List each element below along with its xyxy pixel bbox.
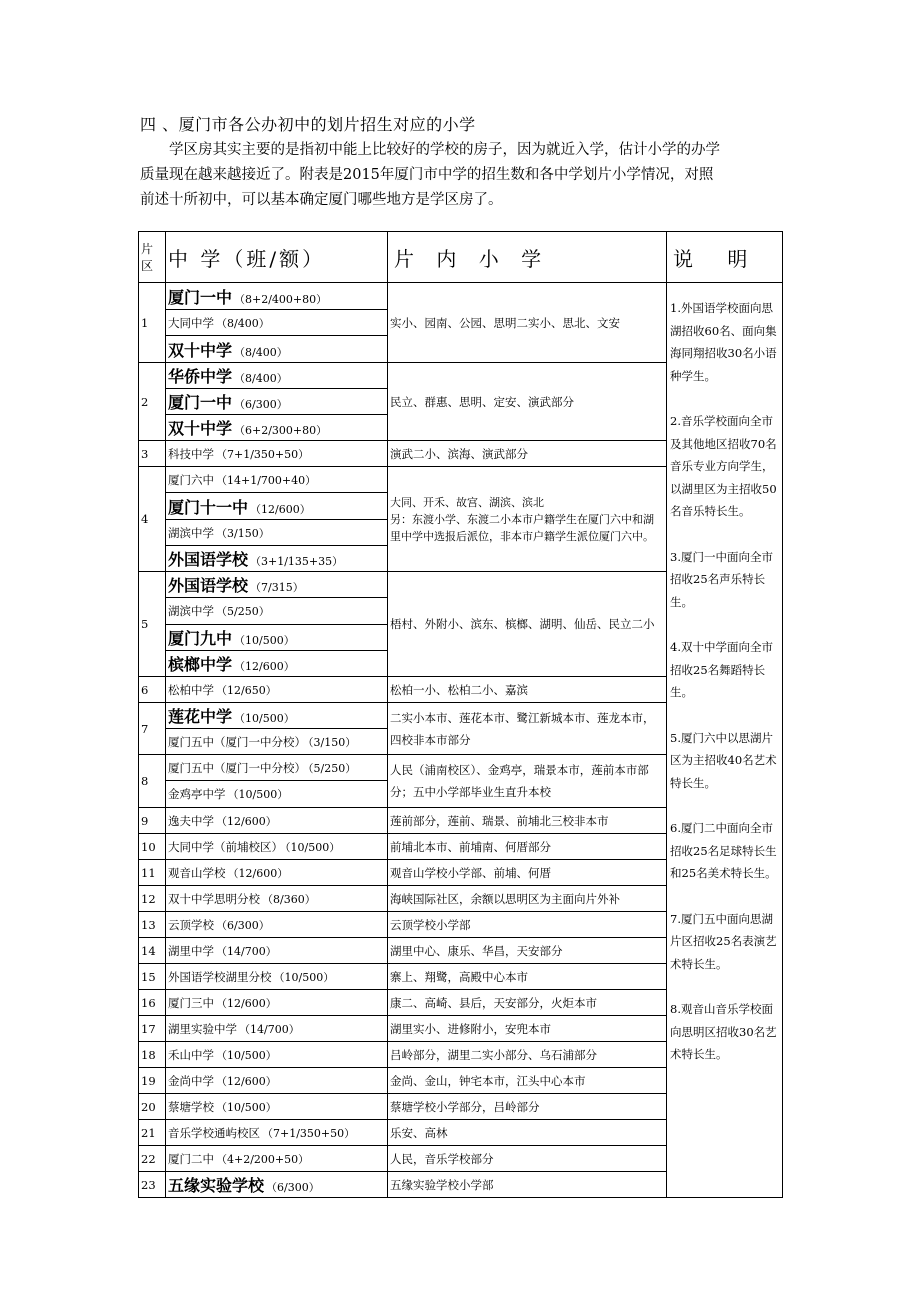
school-cell [166, 964, 388, 990]
school-name: 逸夫中学 [168, 813, 214, 828]
school-quota: （12/650） [216, 683, 277, 697]
intro-paragraph [140, 138, 785, 213]
school-quota: （6/300） [216, 918, 270, 932]
area-cell: 10 [139, 834, 166, 860]
school-cell [166, 651, 388, 677]
school-quota: （14/700） [216, 944, 277, 958]
school-cell [166, 336, 388, 363]
primary-schools-cell: 实小、园南、公园、思明二实小、思北、文安 [388, 283, 667, 363]
school-name: 观音山学校 [168, 865, 226, 880]
school-cell [166, 1016, 388, 1042]
school-cell [166, 912, 388, 938]
area-cell: 7 [139, 703, 166, 755]
note-item: 3.厦门一中面向全市招收25名声乐特长生。 [670, 549, 773, 609]
school-name: 外国语学校 [168, 550, 249, 569]
school-quota: （6/300） [266, 1181, 320, 1194]
primary-schools-cell: 松柏一小、松柏二小、嘉滨 [388, 677, 667, 703]
school-cell [166, 598, 388, 625]
school-cell [166, 441, 388, 467]
area-cell: 23 [139, 1172, 166, 1198]
school-quota: （12/600） [250, 502, 311, 516]
school-cell [166, 1068, 388, 1094]
school-name: 厦门二中 [168, 1151, 214, 1166]
note-item: 2.音乐学校面向全市及其他地区招收70名音乐专业方向学生，以湖里区为主招收50名音乐特长生。 [670, 414, 777, 518]
area-cell: 21 [139, 1120, 166, 1146]
school-quota: （10/500） [227, 788, 289, 801]
school-quota: （8/400） [216, 316, 270, 330]
primary-schools-cell: 蔡塘学校小学部分，吕岭部分 [388, 1094, 667, 1120]
school-name: 五缘实验学校 [168, 1176, 265, 1195]
primary-schools-cell: 湖里实小、进修附小，安兜本市 [388, 1016, 667, 1042]
school-quota: （7+1/350+50） [262, 1126, 356, 1140]
school-name: 厦门一中 [168, 287, 233, 307]
school-cell [166, 808, 388, 834]
enrollment-table [138, 231, 783, 1198]
school-quota: （3/150） [308, 735, 357, 749]
area-cell: 5 [139, 572, 166, 677]
primary-schools-cell: 金尚、金山，钟宅本市，江头中心本市 [388, 1068, 667, 1094]
school-quota: （7+1/350+50） [216, 447, 310, 461]
school-name: 厦门五中（厦门一中分校） [168, 760, 306, 775]
area-cell: 8 [139, 755, 166, 808]
school-name: 外国语学校湖里分校 [168, 969, 272, 984]
school-quota: （3/150） [216, 526, 270, 540]
school-quota: （10/500） [285, 840, 341, 854]
school-cell [166, 389, 388, 415]
school-cell [166, 1146, 388, 1172]
school-name: 外国语学校 [168, 576, 249, 595]
header-school: 中 学（班/额） [166, 232, 388, 283]
school-name: 湖里中学 [168, 943, 214, 958]
school-quota: （12/600） [216, 814, 277, 828]
school-quota: （5/250） [216, 605, 270, 618]
school-cell [166, 625, 388, 651]
area-cell: 3 [139, 441, 166, 467]
area-cell: 1 [139, 283, 166, 363]
school-cell [166, 886, 388, 912]
area-cell: 14 [139, 938, 166, 964]
school-quota: （5/250） [308, 761, 357, 775]
school-cell [166, 834, 388, 860]
note-item: 5.厦门六中以思湖片区为主招收40名艺术特长生。 [670, 730, 777, 790]
school-quota: （8/360） [262, 892, 316, 906]
primary-schools-cell: 二实小本市、莲花本市、鹭江新城本市、莲龙本市，四校非本市部分 [388, 703, 667, 755]
primary-schools-cell: 云顶学校小学部 [388, 912, 667, 938]
school-name: 金鸡亭中学 [168, 787, 226, 801]
school-name: 厦门五中（厦门一中分校） [168, 734, 306, 749]
area-cell: 6 [139, 677, 166, 703]
school-cell [166, 755, 388, 781]
school-name: 厦门九中 [168, 629, 233, 648]
school-cell [166, 1120, 388, 1146]
primary-schools-cell: 五缘实验学校小学部 [388, 1172, 667, 1198]
notes-cell [667, 283, 783, 1198]
school-cell [166, 1172, 388, 1198]
school-name: 音乐学校通屿校区 [168, 1125, 260, 1140]
school-cell [166, 520, 388, 546]
area-cell: 13 [139, 912, 166, 938]
school-cell [166, 990, 388, 1016]
school-cell [166, 1042, 388, 1068]
note-item: 7.厦门五中面向思湖片区招收25名表演艺术特长生。 [670, 911, 777, 971]
primary-schools-cell: 大同、开禾、故宫、湖滨、滨北 另：东渡小学、东渡二小本市户籍学生在厦门六中和湖里中学中选报后派位，非本市户籍学生派位厦门六中。 [388, 467, 667, 572]
school-quota: （8/400） [234, 345, 288, 359]
school-quota: （12/600） [216, 996, 277, 1010]
school-cell [166, 546, 388, 572]
school-cell [166, 729, 388, 755]
area-cell: 22 [139, 1146, 166, 1172]
school-name: 双十中学 [168, 419, 233, 438]
table-row [139, 283, 783, 310]
area-cell: 19 [139, 1068, 166, 1094]
school-quota: （6+2/300+80） [234, 424, 328, 437]
area-cell: 9 [139, 808, 166, 834]
primary-schools-cell: 演武二小、滨海、演武部分 [388, 441, 667, 467]
area-cell: 17 [139, 1016, 166, 1042]
area-cell: 16 [139, 990, 166, 1016]
school-cell [166, 572, 388, 598]
school-cell [166, 493, 388, 520]
school-name: 松柏中学 [168, 682, 214, 697]
area-cell: 11 [139, 860, 166, 886]
school-cell [166, 363, 388, 389]
school-quota: （4+2/200+50） [216, 1152, 310, 1166]
school-cell [166, 310, 388, 336]
primary-schools-cell: 前埔北本市、前埔南、何厝部分 [388, 834, 667, 860]
school-name: 华侨中学 [168, 367, 233, 386]
school-name: 厦门六中 [168, 472, 214, 487]
school-quota: （12/600） [227, 866, 289, 880]
school-name: 厦门十一中 [168, 497, 249, 517]
school-cell [166, 415, 388, 441]
primary-schools-cell: 人民（浦南校区）、金鸡亭，瑞景本市，莲前本市部分；五中小学部毕业生直升本校 [388, 755, 667, 808]
section-heading: 四 、厦门市各公办初中的划片招生对应的小学 [140, 115, 476, 134]
school-name: 蔡塘学校 [168, 1099, 214, 1114]
school-quota: （12/600） [234, 660, 295, 673]
school-cell [166, 938, 388, 964]
school-name: 大同中学 [168, 315, 214, 330]
primary-schools-cell: 人民，音乐学校部分 [388, 1146, 667, 1172]
primary-schools-cell: 莲前部分，莲前、瑞景、前埔北三校非本市 [388, 808, 667, 834]
school-name: 湖滨中学 [168, 525, 214, 540]
school-quota: （3+1/135+35） [250, 555, 344, 568]
school-name: 双十中学 [168, 340, 233, 360]
school-quota: （10/500） [234, 712, 295, 725]
primary-schools-cell: 湖里中心、康乐、华昌，天安部分 [388, 938, 667, 964]
school-name: 湖里实验中学 [168, 1021, 237, 1036]
school-quota: （8+2/400+80） [234, 292, 328, 306]
primary-schools-cell: 寨上、翔鹭，高殿中心本市 [388, 964, 667, 990]
header-area: 片区 [139, 232, 166, 283]
school-cell [166, 703, 388, 729]
school-name: 厦门三中 [168, 995, 214, 1010]
school-cell [166, 467, 388, 493]
school-quota: （10/500） [273, 970, 335, 984]
primary-schools-cell: 康二、高崎、县后，天安部分，火炬本市 [388, 990, 667, 1016]
note-item: 1.外国语学校面向思湖招收60名、面向集海同翔招收30名小语种学生。 [670, 301, 777, 383]
area-cell: 20 [139, 1094, 166, 1120]
area-cell: 15 [139, 964, 166, 990]
school-quota: （10/500） [216, 1048, 277, 1062]
primary-schools-cell: 吕岭部分，湖里二实小部分、乌石浦部分 [388, 1042, 667, 1068]
area-cell: 18 [139, 1042, 166, 1068]
primary-schools-cell: 梧村、外附小、滨东、槟榔、湖明、仙岳、民立二小 [388, 572, 667, 677]
school-quota: （6/300） [234, 398, 288, 411]
school-cell [166, 677, 388, 703]
school-name: 禾山中学 [168, 1047, 214, 1062]
header-notes: 说 明 [667, 232, 783, 283]
school-name: 厦门一中 [168, 393, 233, 412]
school-name: 科技中学 [168, 446, 214, 461]
school-name: 金尚中学 [168, 1073, 214, 1088]
school-quota: （14+1/700+40） [216, 473, 317, 487]
primary-schools-cell: 观音山学校小学部、前埔、何厝 [388, 860, 667, 886]
school-cell [166, 860, 388, 886]
table-body [139, 283, 783, 1198]
primary-schools-cell: 海峡国际社区，余额以思明区为主面向片外补 [388, 886, 667, 912]
school-name: 湖滨中学 [168, 604, 214, 618]
note-item: 8.观音山音乐学校面向思明区招收30名艺术特长生。 [670, 1002, 777, 1061]
header-primary: 片 内 小 学 [388, 232, 667, 283]
note-item: 6.厦门二中面向全市招收25名足球特长生和25名美术特长生。 [670, 821, 777, 880]
intro-line-3: 前述十所初中，可以基本确定厦门哪些地方是学区房了。 [140, 192, 503, 208]
area-cell: 2 [139, 363, 166, 441]
school-name: 双十中学思明分校 [168, 891, 260, 906]
primary-schools-cell: 乐安、高林 [388, 1120, 667, 1146]
school-quota: （7/315） [250, 581, 304, 594]
school-name: 大同中学（前埔校区） [168, 839, 283, 854]
area-cell: 4 [139, 467, 166, 572]
school-cell [166, 283, 388, 310]
school-quota: （8/400） [234, 372, 288, 385]
intro-line-1: 学区房其实主要的是指初中能上比较好的学校的房子，因为就近入学，估计小学的办学 [169, 142, 720, 158]
note-item: 4.双十中学面向全市招收25名舞蹈特长生。 [670, 640, 773, 699]
primary-schools-cell: 民立、群惠、思明、定安、演武部分 [388, 363, 667, 441]
school-quota: （12/600） [216, 1074, 277, 1088]
table-header-row [139, 232, 783, 283]
school-quota: （10/500） [216, 1100, 277, 1114]
school-name: 槟榔中学 [168, 655, 233, 674]
school-cell [166, 781, 388, 808]
area-cell: 12 [139, 886, 166, 912]
school-quota: （10/500） [234, 634, 295, 647]
school-quota: （14/700） [239, 1022, 300, 1036]
school-cell [166, 1094, 388, 1120]
school-name: 云顶学校 [168, 917, 214, 932]
school-name: 莲花中学 [168, 707, 233, 726]
intro-line-2: 质量现在越来越接近了。附表是2015年厦门市中学的招生数和各中学划片小学情况，对照 [140, 167, 714, 183]
